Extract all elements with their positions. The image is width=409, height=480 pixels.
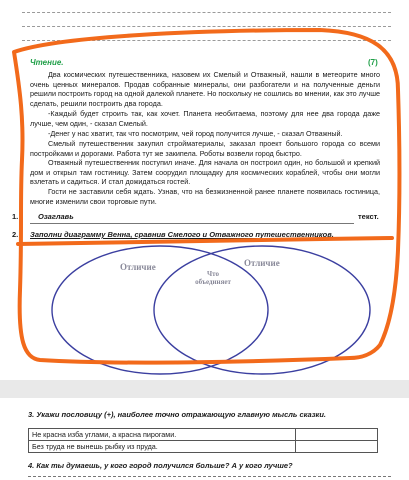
reading-paragraph: Смелый путешественник закупил стройматериалы, заказал проект большого города со всеми постройками и дорогами. Работа тут же закипела. Роботы возвели город быстро. <box>30 139 380 158</box>
venn-middle-label: Что объединяет <box>195 270 231 286</box>
task2-text: Заполни диаграмму Венна, сравнив Смелого и Отважного путешественников. <box>30 230 334 239</box>
task-number: 1. <box>12 212 19 221</box>
answer-cell[interactable] <box>296 429 378 441</box>
task1-end: текст. <box>358 212 379 221</box>
venn-left-label: Отличие <box>120 262 156 272</box>
task-number: 2. <box>12 230 19 239</box>
table-row <box>29 429 378 441</box>
proverb-cell: Не красна изба углами, а красна пирогами. <box>29 429 296 441</box>
task4-text: 4. Как ты думаешь, у кого город получился больше? А у кого лучше? <box>28 461 293 470</box>
task1-text: Озаглавь <box>38 212 74 221</box>
reading-title: Чтение. <box>30 58 64 67</box>
table-row <box>29 441 378 453</box>
reading-paragraph: Гости не заставили себя ждать. Узнав, что на безжизненной ранее планете появилась гостиница, многие изменили свои торговые пути. <box>30 187 380 206</box>
reading-paragraph: Два космических путешественника, назовем их Смелый и Отважный, нашли в метеорите много очень ценных минералов. Продав собранные минералы, они разбогатели и на полученные деньги решили построить город на одной далекой планете. Но поскольку не сошлись во мнении, как это лучше сделать, решили построить два города. <box>30 70 380 108</box>
task3-text: 3. Укажи пословицу (+), наиболее точно отражающую главную мысль сказки. <box>28 410 326 419</box>
venn-right-label: Отличие <box>244 258 280 268</box>
annotation-outline <box>14 30 400 363</box>
venn-left-circle <box>52 246 268 374</box>
proverb-table <box>28 428 378 453</box>
reading-paragraph: Отважный путешественник поступил иначе. Для начала он построил один, но большой и крепкий дом и открыл там гостиницу. Затем соорудил площадку для космических кораблей, чтобы они могли взлетать и садиться. И стал дожидаться гостей. <box>30 158 380 187</box>
annotation-underline <box>18 238 392 244</box>
reading-paragraph: -Каждый будет строить так, как хочет. Планета необитаема, поэтому для нее два города даже лучше, чем один, - сказал Смелый. <box>30 109 380 128</box>
proverb-cell: Без труда не вынешь рыбку из пруда. <box>29 441 296 453</box>
answer-line <box>28 476 391 477</box>
answer-cell[interactable] <box>296 441 378 453</box>
reading-points: (7) <box>368 58 378 67</box>
reading-paragraph: -Денег у нас хватит, так что посмотрим, чей город получится лучше, - сказал Отважный. <box>48 129 343 138</box>
page-break <box>0 380 409 398</box>
